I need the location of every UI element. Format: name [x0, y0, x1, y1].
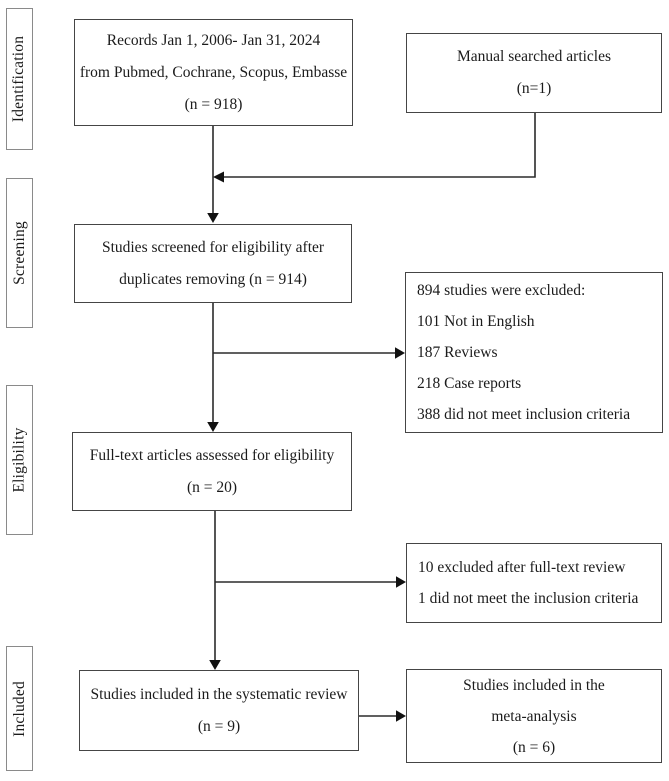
meta-analysis-line: meta-analysis	[491, 707, 577, 725]
excluded-screening-reason: 218 Case reports	[417, 375, 522, 392]
meta-analysis-box	[406, 669, 662, 763]
records-box	[74, 19, 353, 126]
records-count: (n = 918)	[184, 95, 243, 113]
stage-label-eligibility	[6, 385, 33, 535]
meta-analysis-line: Studies included in the	[463, 676, 605, 694]
stage-label-identification-text: Identification	[10, 35, 28, 123]
records-line: Records Jan 1, 2006- Jan 31, 2024	[106, 31, 321, 49]
excluded-screening-reason: 187 Reviews	[417, 344, 498, 361]
manual-search-line: Manual searched articles	[456, 48, 612, 65]
excluded-fulltext-reason: 1 did not meet the inclusion criteria	[418, 590, 639, 607]
arrowhead-down-included	[209, 660, 221, 670]
arrowhead-down-screening	[207, 213, 219, 223]
fulltext-line: Full-text articles assessed for eligibility	[89, 446, 335, 464]
fulltext-box	[72, 432, 352, 511]
fulltext-count: (n = 20)	[186, 478, 238, 496]
excluded-fulltext-box	[406, 543, 662, 623]
screening-line: Studies screened for eligibility after	[101, 238, 325, 256]
excluded-screening-reason: 101 Not in English	[417, 313, 535, 330]
stage-label-identification	[6, 8, 33, 150]
arrowhead-right-excluded-screening	[395, 347, 405, 359]
excluded-screening-reason: 388 did not meet inclusion criteria	[417, 406, 631, 423]
systematic-review-line: Studies included in the systematic review	[90, 685, 348, 703]
screening-box	[74, 224, 352, 303]
arrowhead-right-meta	[396, 710, 406, 722]
arrowhead-down-fulltext	[207, 422, 219, 432]
stage-label-screening-text: Screening	[10, 221, 28, 285]
records-line: from Pubmed, Cochrane, Scopus, Embasse	[79, 63, 348, 81]
systematic-review-box	[79, 670, 359, 751]
stage-label-eligibility-text: Eligibility	[10, 427, 28, 493]
arrowhead-right-excluded-fulltext	[396, 576, 406, 588]
systematic-review-count: (n = 9)	[197, 717, 241, 735]
arrowhead-left-mainline	[213, 172, 224, 183]
stage-label-included	[6, 646, 33, 771]
stage-label-included-text: Included	[10, 680, 28, 737]
manual-search-count: (n=1)	[516, 80, 552, 97]
excluded-screening-header: 894 studies were excluded:	[417, 282, 586, 299]
excluded-screening-box	[405, 272, 663, 433]
screening-count: duplicates removing (n = 914)	[119, 270, 307, 288]
stage-label-screening	[6, 178, 33, 328]
meta-analysis-count: (n = 6)	[512, 738, 556, 756]
excluded-fulltext-reason: 10 excluded after full-text review	[418, 559, 626, 576]
manual-search-box	[406, 33, 662, 113]
